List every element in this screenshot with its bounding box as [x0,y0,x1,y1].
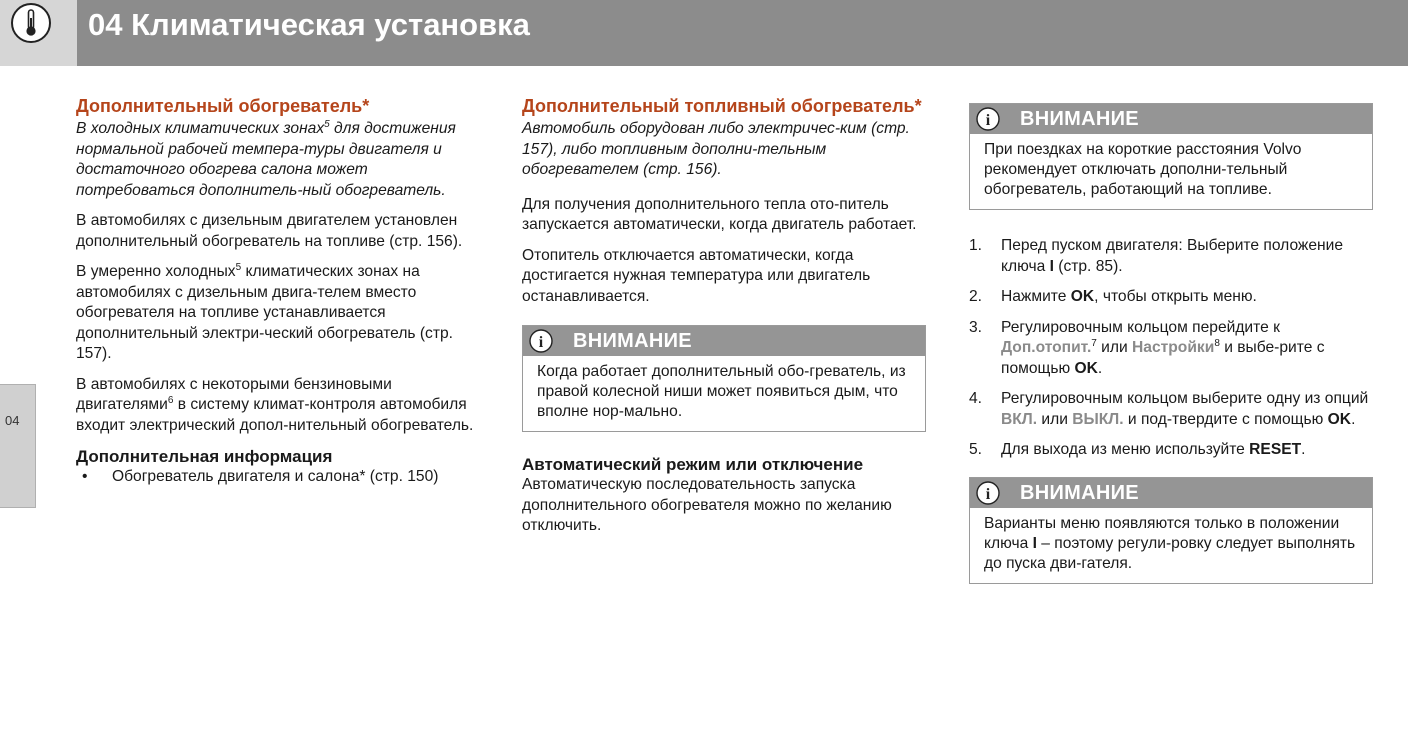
notice-title: ВНИМАНИЕ [1020,481,1139,504]
thermometer-icon [10,2,52,44]
svg-text:i: i [538,334,544,351]
notice-text: При поездках на короткие расстояния Volvo рекомендует отключать дополни-тельный обогреватель, работающий на топливе. [984,141,1302,198]
more-info-heading: Дополнительная информация [76,447,333,466]
column-left [76,96,484,488]
header-icon-area [0,0,77,66]
notice-title: ВНИМАНИЕ [573,330,692,352]
sub-heading-auto-mode: Автоматический режим или отключение [522,455,864,474]
list-item[interactable]: • Обогреватель двигателя и салона* (стр. 150) [82,468,439,485]
notice-box [969,477,1373,584]
list-item: 5. Для выхода из меню используйте RESET. [969,441,1306,458]
notice-box [969,103,1373,210]
page-title: 04 Климатическая установка [88,7,530,42]
notice-header [523,326,925,356]
info-icon [976,481,1000,505]
column-right [969,103,1373,584]
list-item: 1. Перед пуском двигателя: Выберите положение ключа I (стр. 85). [969,237,1344,275]
column-middle [522,96,926,537]
intro-paragraph: Автомобиль оборудован либо электричес-ким (стр. 157), либо топливным дополни-тельным обогревателем (стр. 156). [522,120,910,178]
chapter-tab-label: 04 [5,413,20,428]
list-item: 2. Нажмите OK, чтобы открыть меню. [969,288,1257,305]
paragraph-auto-stop: Отопитель отключается автоматически, когда достигается нужная температура или двигатель останавливается. [522,246,871,305]
paragraph-disable: Автоматическую последовательность запуска дополнительного обогревателя можно по желанию отключить. [522,476,892,534]
list-item: 3. Регулировочным кольцом перейдите к Доп.отопит.$^7$ или Настройки$^8$ и выбе-рите с помощью OK. [969,318,1325,377]
notice-title: ВНИМАНИЕ [1020,108,1139,130]
info-icon [529,329,553,353]
notice-text: Варианты меню появляются только в положении ключа I – поэтому регули-ровку следует выполнять до пуска дви-гателя. [984,514,1356,572]
section-heading-aux-heater: Дополнительный обогреватель* [76,96,370,116]
page-header [0,0,1408,66]
notice-box [522,325,926,432]
paragraph-auto-start: Для получения дополнительного тепла ото-питель запускается автоматически, когда двигатель работает. [522,195,917,233]
svg-text:i: i [985,112,991,129]
svg-text:i: i [985,485,991,503]
paragraph-diesel: В автомобилях с дизельным двигателем установлен дополнительный обогреватель на топливе (стр. 156). [76,212,463,250]
notice-text: Когда работает дополнительный обо-греватель, из правой колесной ниши может появиться дым, что вполне нор-мально. [537,363,906,420]
chapter-tab [0,384,36,508]
section-heading-fuel-heater: Дополнительный топливный обогреватель* [522,96,922,116]
paragraph-petrol: В автомобилях с некоторыми бензиновыми двигателями$^6$ в систему климат-контроля автомобиля входит электрический допол-нительный обогреватель. [76,375,474,434]
info-icon [976,107,1000,131]
list-item: 4. Регулировочным кольцом выберите одну из опций ВКЛ. или ВЫКЛ. и под-твердите с помощью OK. [969,390,1369,428]
intro-paragraph: В холодных климатических зонах$^5$ для достижения нормальной рабочей темпера-туры двигателя и достаточного обогрева салона может потребоваться дополнитель-ный обогреватель. [76,118,456,199]
notice-header [970,104,1372,134]
paragraph-moderate-climate: В умеренно холодных$^5$ климатических зонах на автомобилях с дизельным двига-телем вместо обогревателя на топливе устанавливается дополнительный электри-ческий обогреватель (стр. 157). [76,261,454,362]
steps-list [969,236,1373,461]
notice-header [970,478,1372,508]
more-info-list [76,467,484,488]
